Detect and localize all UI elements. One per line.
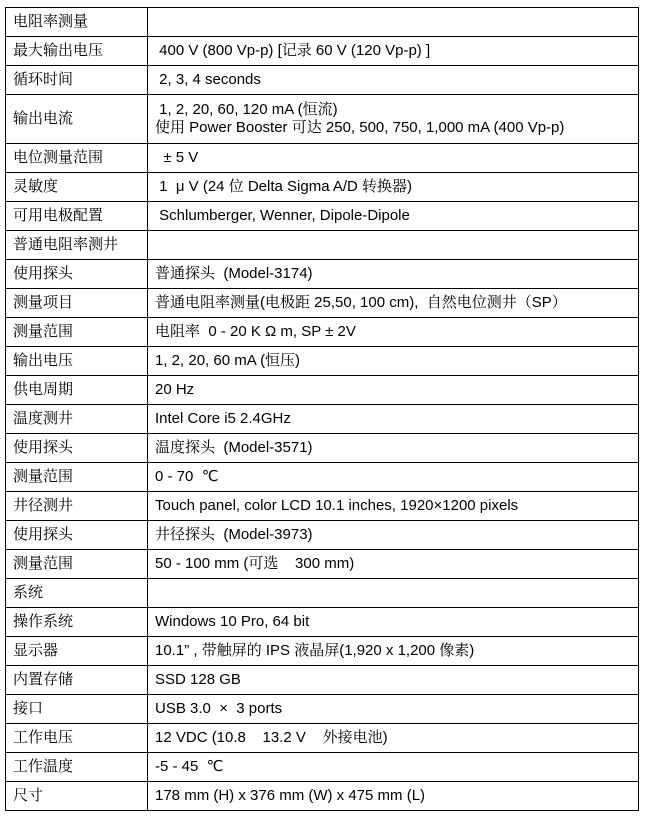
spec-value: 1 μ V (24 位 Delta Sigma A/D 转换器) bbox=[148, 173, 639, 202]
table-row bbox=[6, 724, 639, 753]
spec-label: 井径测井 bbox=[6, 492, 148, 521]
spec-label: 最大输出电压 bbox=[6, 37, 148, 66]
spec-label: 尺寸 bbox=[6, 782, 148, 811]
spec-value: Intel Core i5 2.4GHz bbox=[148, 405, 639, 434]
spec-value: 井径探头 (Model-3973) bbox=[148, 521, 639, 550]
spec-value: 50 - 100 mm (可选 300 mm) bbox=[148, 550, 639, 579]
spec-table bbox=[5, 7, 639, 811]
spec-value: 400 V (800 Vp-p) [记录 60 V (120 Vp-p) ] bbox=[148, 37, 639, 66]
spec-value: -5 - 45 ℃ bbox=[148, 753, 639, 782]
spec-label: 使用探头 bbox=[6, 260, 148, 289]
spec-label: 温度测井 bbox=[6, 405, 148, 434]
table-row bbox=[6, 579, 639, 608]
spec-label: 测量范围 bbox=[6, 463, 148, 492]
spec-value: 20 Hz bbox=[148, 376, 639, 405]
spec-value: 10.1” , 带触屏的 IPS 液晶屏(1,920 x 1,200 像素) bbox=[148, 637, 639, 666]
table-row bbox=[6, 637, 639, 666]
table-row bbox=[6, 405, 639, 434]
spec-label: 循环时间 bbox=[6, 66, 148, 95]
spec-value: 普通探头 (Model-3174) bbox=[148, 260, 639, 289]
spec-value bbox=[148, 579, 639, 608]
spec-label: 测量范围 bbox=[6, 318, 148, 347]
spec-label: 工作电压 bbox=[6, 724, 148, 753]
table-row bbox=[6, 66, 639, 95]
table-row bbox=[6, 347, 639, 376]
table-row bbox=[6, 550, 639, 579]
spec-label: 操作系统 bbox=[6, 608, 148, 637]
spec-label: 工作温度 bbox=[6, 753, 148, 782]
table-row bbox=[6, 202, 639, 231]
table-row bbox=[6, 173, 639, 202]
spec-value: 温度探头 (Model-3571) bbox=[148, 434, 639, 463]
spec-label: 接口 bbox=[6, 695, 148, 724]
table-row bbox=[6, 521, 639, 550]
table-row bbox=[6, 695, 639, 724]
spec-value: 12 VDC (10.8 13.2 V 外接电池) bbox=[148, 724, 639, 753]
spec-value: USB 3.0 × 3 ports bbox=[148, 695, 639, 724]
spec-value: 普通电阻率测量(电极距 25,50, 100 cm), 自然电位测井（SP） bbox=[148, 289, 639, 318]
table-row bbox=[6, 231, 639, 260]
spec-label: 可用电极配置 bbox=[6, 202, 148, 231]
spec-value: Windows 10 Pro, 64 bit bbox=[148, 608, 639, 637]
spec-value: 电阻率 0 - 20 K Ω m, SP ± 2V bbox=[148, 318, 639, 347]
spec-value: SSD 128 GB bbox=[148, 666, 639, 695]
spec-label: 电阻率测量 bbox=[6, 8, 148, 37]
table-row bbox=[6, 8, 639, 37]
spec-value: 2, 3, 4 seconds bbox=[148, 66, 639, 95]
spec-value: Touch panel, color LCD 10.1 inches, 1920×1200 pixels bbox=[148, 492, 639, 521]
spec-label: 电位测量范围 bbox=[6, 144, 148, 173]
table-row bbox=[6, 753, 639, 782]
spec-label: 使用探头 bbox=[6, 521, 148, 550]
spec-value: ± 5 V bbox=[148, 144, 639, 173]
table-row bbox=[6, 289, 639, 318]
spec-value: 178 mm (H) x 376 mm (W) x 475 mm (L) bbox=[148, 782, 639, 811]
spec-value: 1, 2, 20, 60 mA (恒压) bbox=[148, 347, 639, 376]
spec-label: 普通电阻率测井 bbox=[6, 231, 148, 260]
table-row bbox=[6, 608, 639, 637]
spec-label: 供电周期 bbox=[6, 376, 148, 405]
table-row bbox=[6, 376, 639, 405]
spec-label: 输出电压 bbox=[6, 347, 148, 376]
spec-value bbox=[148, 231, 639, 260]
spec-label: 系统 bbox=[6, 579, 148, 608]
table-row bbox=[6, 95, 639, 144]
table-row bbox=[6, 782, 639, 811]
spec-value: 0 - 70 ℃ bbox=[148, 463, 639, 492]
spec-label: 灵敏度 bbox=[6, 173, 148, 202]
spec-value: Schlumberger, Wenner, Dipole-Dipole bbox=[148, 202, 639, 231]
spec-label: 测量项目 bbox=[6, 289, 148, 318]
table-row bbox=[6, 463, 639, 492]
spec-label: 显示器 bbox=[6, 637, 148, 666]
spec-table-body bbox=[6, 8, 639, 811]
table-row bbox=[6, 260, 639, 289]
spec-label: 内置存储 bbox=[6, 666, 148, 695]
table-row bbox=[6, 666, 639, 695]
table-row bbox=[6, 318, 639, 347]
table-row bbox=[6, 144, 639, 173]
spec-label: 输出电流 bbox=[6, 95, 148, 144]
spec-value: 1, 2, 20, 60, 120 mA (恒流) 使用 Power Booster 可达 250, 500, 750, 1,000 mA (400 Vp-p) bbox=[148, 95, 639, 144]
table-row bbox=[6, 37, 639, 66]
table-row bbox=[6, 434, 639, 463]
spec-value bbox=[148, 8, 639, 37]
spec-label: 使用探头 bbox=[6, 434, 148, 463]
table-row bbox=[6, 492, 639, 521]
spec-label: 测量范围 bbox=[6, 550, 148, 579]
